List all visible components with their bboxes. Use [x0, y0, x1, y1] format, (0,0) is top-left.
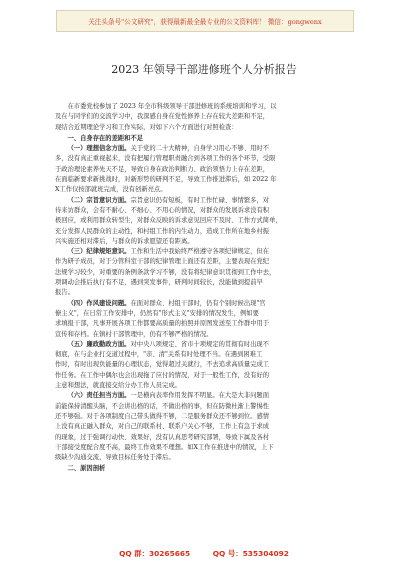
paragraph-line: 宣传和存档。在镇村干部管理中，仍有不够严格的情况。 — [55, 330, 213, 338]
paragraph-line: 的现象，过于强调行动快、效果好，没有认真思考研究部署，导致下属及各村 — [55, 433, 270, 441]
item-label: （四）作风建设问题。 — [67, 299, 131, 307]
paragraph-line: 法规学习较少，对重要的条例条款学习不够，没有将纪律意识贯彻到工作中去， — [55, 268, 276, 276]
paragraph-line — [55, 247, 353, 257]
intro-line: 及在与同学们的交流学习中，我深感自身在党性修养上存在较大差距和不足， — [55, 113, 270, 121]
qq-group-number: QQ 群：30265665 — [119, 549, 191, 558]
paragraph-line — [55, 299, 353, 309]
paragraph-line: 报告。 — [55, 289, 74, 297]
paragraph-line: X工作仅按部就班完成，没有创新亮点。 — [55, 186, 167, 194]
paragraph-line: 上没有真正融入群众，对自己的联系村、联系户关心不够，工作上有急于求成 — [55, 423, 270, 431]
paragraph-line — [55, 144, 353, 154]
paragraph-line: 级缺少沟通交流，导致目标任务处于滞后。 — [55, 454, 175, 462]
paragraph-line: 干部接受度配合度不高，最终工作效果不理想。如X工作在推进中的情况，上下 — [55, 443, 274, 451]
paragraph-line — [55, 196, 353, 206]
paragraph-line: 求填报干部，凡事开展各项工作都要高质量的拍照并原图发送至工作群中用于 — [55, 320, 270, 328]
section-heading: 一、自身存在的差距和不足 — [67, 134, 144, 142]
paragraph-line — [55, 340, 353, 350]
paragraph-line: 作任务。在工作中偶尔也会出现拖了应付的情况，对于一般性工作，没有好的 — [55, 371, 270, 379]
item-text: 在面对群众、村组干部时，仍有个别时候出现"官 — [130, 299, 266, 307]
item-label: （五）廉政勤政方面。 — [67, 340, 131, 348]
intro-line: 在市委党校参加了 2023 年全市科级领导干部进修班的系统培训和学习，以 — [67, 103, 277, 110]
item-text: 工作和生活中我始终严格遵守各项纪律规定，但在 — [130, 248, 269, 256]
paragraph-line: 充分发挥人民群众的主动性，和村组工作的内生动力，造成工作所在地乡村振 — [55, 227, 270, 235]
paragraph-line: 兴实施还相对滞后，与群众的诉求愿望还有距离。 — [55, 237, 194, 245]
intro-line: 现结合近期理论学习和工作实际，对如下六个方面进行对照检查： — [55, 123, 238, 131]
paragraph-line: 在面临新要求新挑战时，对新形势的研判不足，导致工作推进滞后，如 2022 年 — [55, 176, 277, 184]
paragraph-line: 主意和想法，就直接交给分办工作人员完成。 — [55, 382, 181, 390]
item-text: 宗旨意识仍有短板，有时工作忙碌、事情繁多，对 — [130, 196, 269, 204]
qq-number: QQ 号：535304092 — [212, 549, 289, 558]
paragraph-line: 还不够强。对于各项制度自己带头做得不够，二是服务群众还不够到位。感情 — [55, 412, 270, 420]
paragraph-line: 极回应，或利用群众转型生，对群众反映的诉求意见回应不及时、工作方式简单， — [55, 217, 282, 225]
item-text: 一是横向表率作用发挥不明显。在大是大非问题面 — [130, 392, 269, 400]
paragraph-line: 作时，有时出现负能量的心理状态，觉得超过关就行，不去追求高质量完成工 — [55, 361, 270, 369]
paragraph-line: 作为研子成员，对于分管科室干部的纪律管理上面还有差距，主要表现在党纪 — [55, 258, 270, 266]
paragraph-line: 于政治理论素养先天不足，导致自身在政治判断力、政治领悟力上存在差距， — [55, 165, 270, 173]
contact-footer — [0, 548, 408, 559]
promo-banner-text: 关注头条号"公文研究"，获得最新最全最专业的公文资料库！ 微信：gongwenx — [88, 18, 322, 26]
paragraph-line: 彻底，在与企业打交道过程中，"亲、清"关系有时处理不当。在遇到困难工 — [55, 351, 263, 359]
document-body — [55, 102, 353, 475]
paragraph-line — [55, 391, 353, 401]
item-text: 对中央八项规定、省市十项规定的贯彻有时出现不 — [130, 340, 269, 348]
section-heading: 二、原因剖析 — [67, 465, 106, 473]
item-text: 关于党的二十大精神，自身学习用心不够、用时不 — [130, 145, 269, 153]
paragraph-line: 多，没有真正重视起来，没有把履行管理职责融合到各项工作的各个环节，受限 — [55, 155, 276, 163]
paragraph-line: 待来访群众，会有不耐心、不细心、不用心的情况，对群众的发展诉求没有积 — [55, 206, 270, 214]
item-label: （一）理想信念方面。 — [67, 145, 131, 153]
item-label: （二）宗旨意识方面。 — [67, 196, 131, 204]
document-title: 2023 年领导干部进修班个人分析报告 — [111, 63, 297, 76]
paragraph-line: 项调动会推后执行有不足，遇到突发事件，研判时间较长，没能做到提前早 — [55, 279, 263, 287]
item-label: （六）责任担当方面。 — [67, 392, 131, 400]
paragraph-line: 前能保持清醒头脑，不会讲出格的话，不做出格的事，但在防微杜渐上警惕性 — [55, 402, 270, 410]
item-label: （三）纪律规矩意识。 — [67, 248, 131, 256]
paragraph-line: 僚主义"，在日常工作安排中，仍然有"形式主义"安排的情况发生，例如要 — [55, 309, 259, 317]
promo-banner — [56, 10, 354, 32]
